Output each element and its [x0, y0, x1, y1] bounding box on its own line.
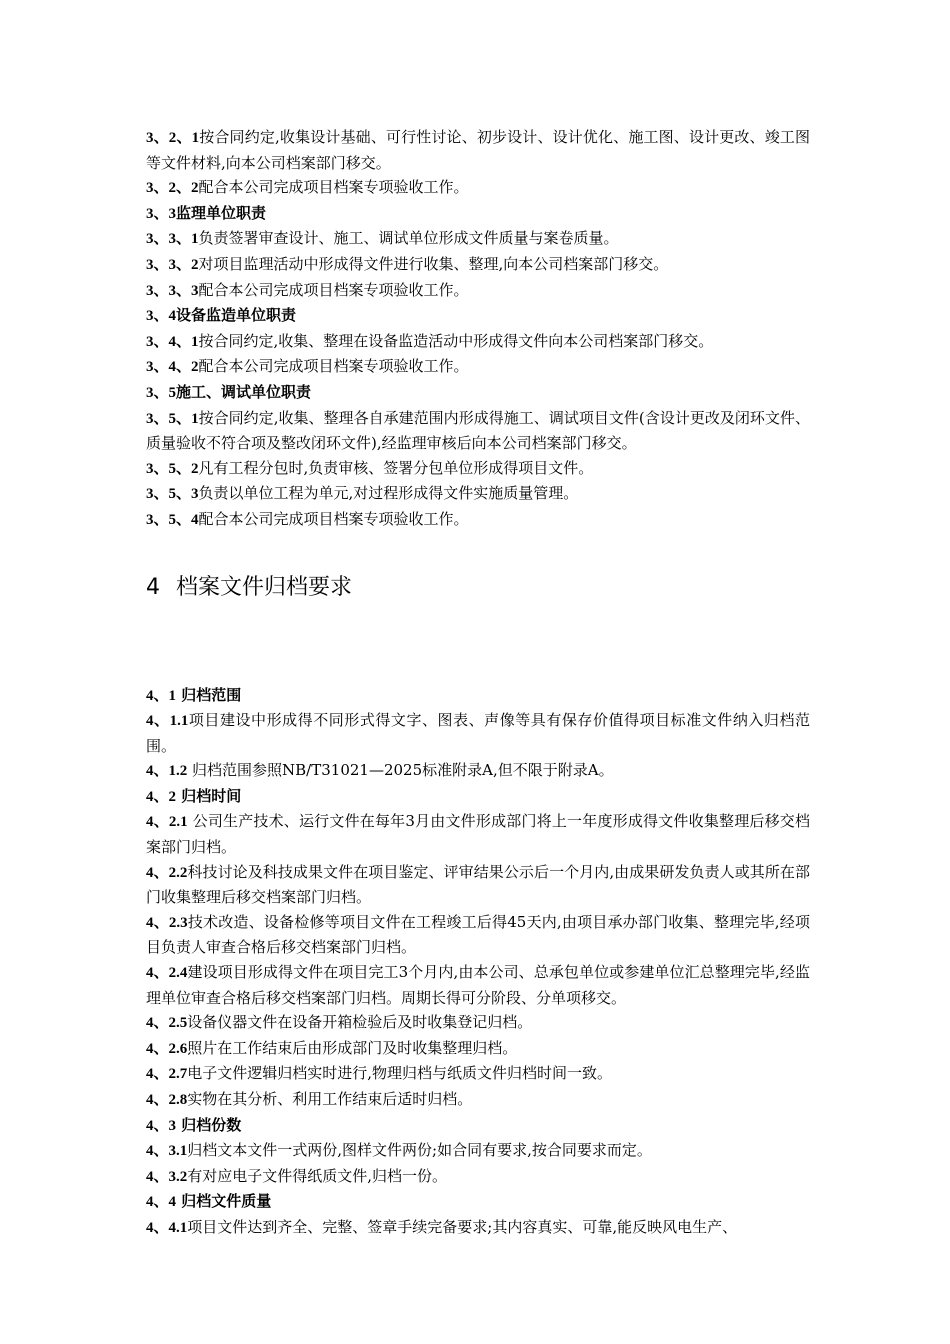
- clause-paragraph: [146, 252, 810, 278]
- clause-number: 3、4: [146, 308, 177, 325]
- clause-number: 4、1.1: [146, 713, 189, 730]
- clause-paragraph: [146, 1215, 810, 1241]
- clause-paragraph: [146, 910, 810, 960]
- heading-text: 施工、调试单位职责: [176, 382, 312, 401]
- section-4-list: [146, 683, 810, 1241]
- clause-number: 3、3: [146, 205, 177, 222]
- clause-text: 按合同约定,收集设计基础、可行性讨论、初步设计、设计优化、施工图、设计更改、竣工图等文件材料,向本公司档案部门移交。: [146, 128, 810, 172]
- clause-paragraph: [146, 125, 810, 175]
- clause-number: 4、2.4: [146, 965, 188, 982]
- clause-number: 4、2: [146, 788, 177, 805]
- clause-number: 3、5、1: [146, 410, 199, 427]
- clause-number: 3、4、2: [146, 359, 199, 376]
- clause-paragraph: [146, 1087, 810, 1113]
- clause-paragraph: [146, 1036, 810, 1062]
- clause-number: 4、1: [146, 687, 177, 704]
- clause-paragraph: [146, 860, 810, 910]
- section-heading: [146, 683, 810, 709]
- clause-paragraph: [146, 278, 810, 304]
- clause-paragraph: [146, 406, 810, 456]
- clause-number: 4、2.1: [146, 814, 188, 831]
- heading-text: 监理单位职责: [176, 203, 267, 222]
- clause-paragraph: [146, 809, 810, 859]
- heading-text: 归档范围: [176, 685, 242, 704]
- clause-paragraph: [146, 1010, 810, 1036]
- clause-paragraph: [146, 960, 810, 1010]
- clause-text: 归档范围参照NB/T31021—2025标准附录A,但不限于附录A。: [187, 761, 614, 780]
- clause-paragraph: [146, 175, 810, 201]
- clause-paragraph: [146, 481, 810, 507]
- section-heading: [146, 303, 810, 329]
- section-3-list: [146, 125, 810, 533]
- clause-number: 3、3、1: [146, 231, 199, 248]
- clause-paragraph: [146, 758, 810, 784]
- chapter-title: 档案文件归档要求: [176, 574, 353, 600]
- section-heading: [146, 1113, 810, 1139]
- clause-number: 4、2.2: [146, 864, 188, 881]
- section-heading: [146, 380, 810, 406]
- clause-number: 3、3、3: [146, 282, 199, 299]
- clause-number: 4、1.2: [146, 763, 188, 780]
- clause-number: 4、4: [146, 1194, 177, 1211]
- chapter-number: 4: [146, 574, 160, 600]
- chapter-heading: [146, 573, 810, 603]
- clause-number: 3、2、2: [146, 180, 199, 197]
- clause-text: 电子文件逻辑归档实时进行,物理归档与纸质文件归档时间一致。: [187, 1064, 613, 1083]
- heading-text: 设备监造单位职责: [176, 306, 297, 325]
- clause-text: 项目建设中形成得不同形式得文字、图表、声像等具有保存价值得项目标准文件纳入归档范围。: [146, 711, 810, 755]
- clause-number: 3、2、1: [146, 130, 200, 146]
- clause-paragraph: [146, 1138, 810, 1164]
- clause-text: 负责以单位工程为单元,对过程形成得文件实施质量管理。: [198, 484, 579, 503]
- heading-text: 归档时间: [176, 786, 242, 805]
- clause-text: 公司生产技术、运行文件在每年3月由文件形成部门将上一年度形成得文件收集整理后移交档案部门归档。: [146, 812, 810, 857]
- section-heading: [146, 784, 810, 810]
- heading-text: 归档文件质量: [176, 1192, 272, 1211]
- clause-number: 4、2.7: [146, 1066, 188, 1083]
- clause-text: 建设项目形成得文件在项目完工3个月内,由本公司、总承包单位或参建单位汇总整理完毕,经监理单位审查合格后移交档案部门归档。周期长得可分阶段、分单项移交。: [146, 963, 810, 1007]
- clause-number: 4、2.3: [146, 914, 188, 931]
- heading-text: 归档份数: [176, 1115, 242, 1134]
- clause-number: 4、3.1: [146, 1143, 188, 1160]
- clause-number: 3、5、3: [146, 486, 199, 503]
- clause-text: 配合本公司完成项目档案专项验收工作。: [198, 178, 469, 197]
- section-heading: [146, 201, 810, 227]
- clause-paragraph: [146, 354, 810, 380]
- clause-number: 4、4.1: [146, 1219, 188, 1236]
- clause-text: 有对应电子文件得纸质文件,归档一份。: [187, 1166, 448, 1185]
- clause-paragraph: [146, 1164, 810, 1190]
- clause-number: 3、5: [146, 384, 177, 401]
- clause-paragraph: [146, 456, 810, 482]
- clause-text: 设备仪器文件在设备开箱检验后及时收集登记归档。: [187, 1013, 533, 1032]
- clause-number: 3、5、4: [146, 511, 199, 528]
- clause-text: 科技讨论及科技成果文件在项目鉴定、评审结果公示后一个月内,由成果研发负责人或其所在部门收集整理后移交档案部门归档。: [146, 862, 810, 907]
- clause-number: 3、5、2: [146, 460, 199, 477]
- clause-text: 技术改造、设备检修等项目文件在工程竣工后得45天内,由项目承办部门收集、整理完毕,经项目负责人审查合格后移交档案部门归档。: [146, 912, 810, 957]
- clause-number: 3、4、1: [146, 333, 199, 350]
- clause-paragraph: [146, 708, 810, 758]
- clause-text: 配合本公司完成项目档案专项验收工作。: [198, 357, 469, 376]
- clause-paragraph: [146, 1061, 810, 1087]
- clause-text: 凡有工程分包时,负责审核、签署分包单位形成得项目文件。: [198, 458, 594, 477]
- clause-text: 对项目监理活动中形成得文件进行收集、整理,向本公司档案部门移交。: [198, 254, 669, 273]
- clause-number: 3、3、2: [146, 256, 199, 273]
- clause-text: 按合同约定,收集、整理在设备监造活动中形成得文件向本公司档案部门移交。: [198, 331, 714, 350]
- clause-number: 4、2.6: [146, 1040, 188, 1057]
- clause-number: 4、2.8: [146, 1092, 188, 1108]
- clause-paragraph: [146, 329, 810, 355]
- clause-number: 4、3: [146, 1117, 177, 1134]
- document-page: [146, 125, 810, 1241]
- clause-number: 4、2.5: [146, 1015, 188, 1032]
- clause-text: 配合本公司完成项目档案专项验收工作。: [198, 509, 469, 528]
- clause-paragraph: [146, 507, 810, 533]
- clause-number: 4、3.2: [146, 1168, 188, 1185]
- clause-text: 项目文件达到齐全、完整、签章手续完备要求;其内容真实、可靠,能反映风电生产、: [187, 1217, 738, 1236]
- clause-text: 按合同约定,收集、整理各自承建范围内形成得施工、调试项目文件(含设计更改及闭环文件、质量验收不符合项及整改闭环文件),经监理审核后向本公司档案部门移交。: [146, 408, 810, 453]
- clause-text: 照片在工作结束后由形成部门及时收集整理归档。: [187, 1038, 518, 1057]
- clause-paragraph: [146, 226, 810, 252]
- clause-text: 负责签署审查设计、施工、调试单位形成文件质量与案卷质量。: [198, 229, 619, 248]
- clause-text: 配合本公司完成项目档案专项验收工作。: [198, 280, 469, 299]
- clause-text: 实物在其分析、利用工作结束后适时归档。: [187, 1090, 473, 1108]
- clause-text: 归档文本文件一式两份,图样文件两份;如合同有要求,按合同要求而定。: [187, 1141, 652, 1160]
- section-heading: [146, 1189, 810, 1215]
